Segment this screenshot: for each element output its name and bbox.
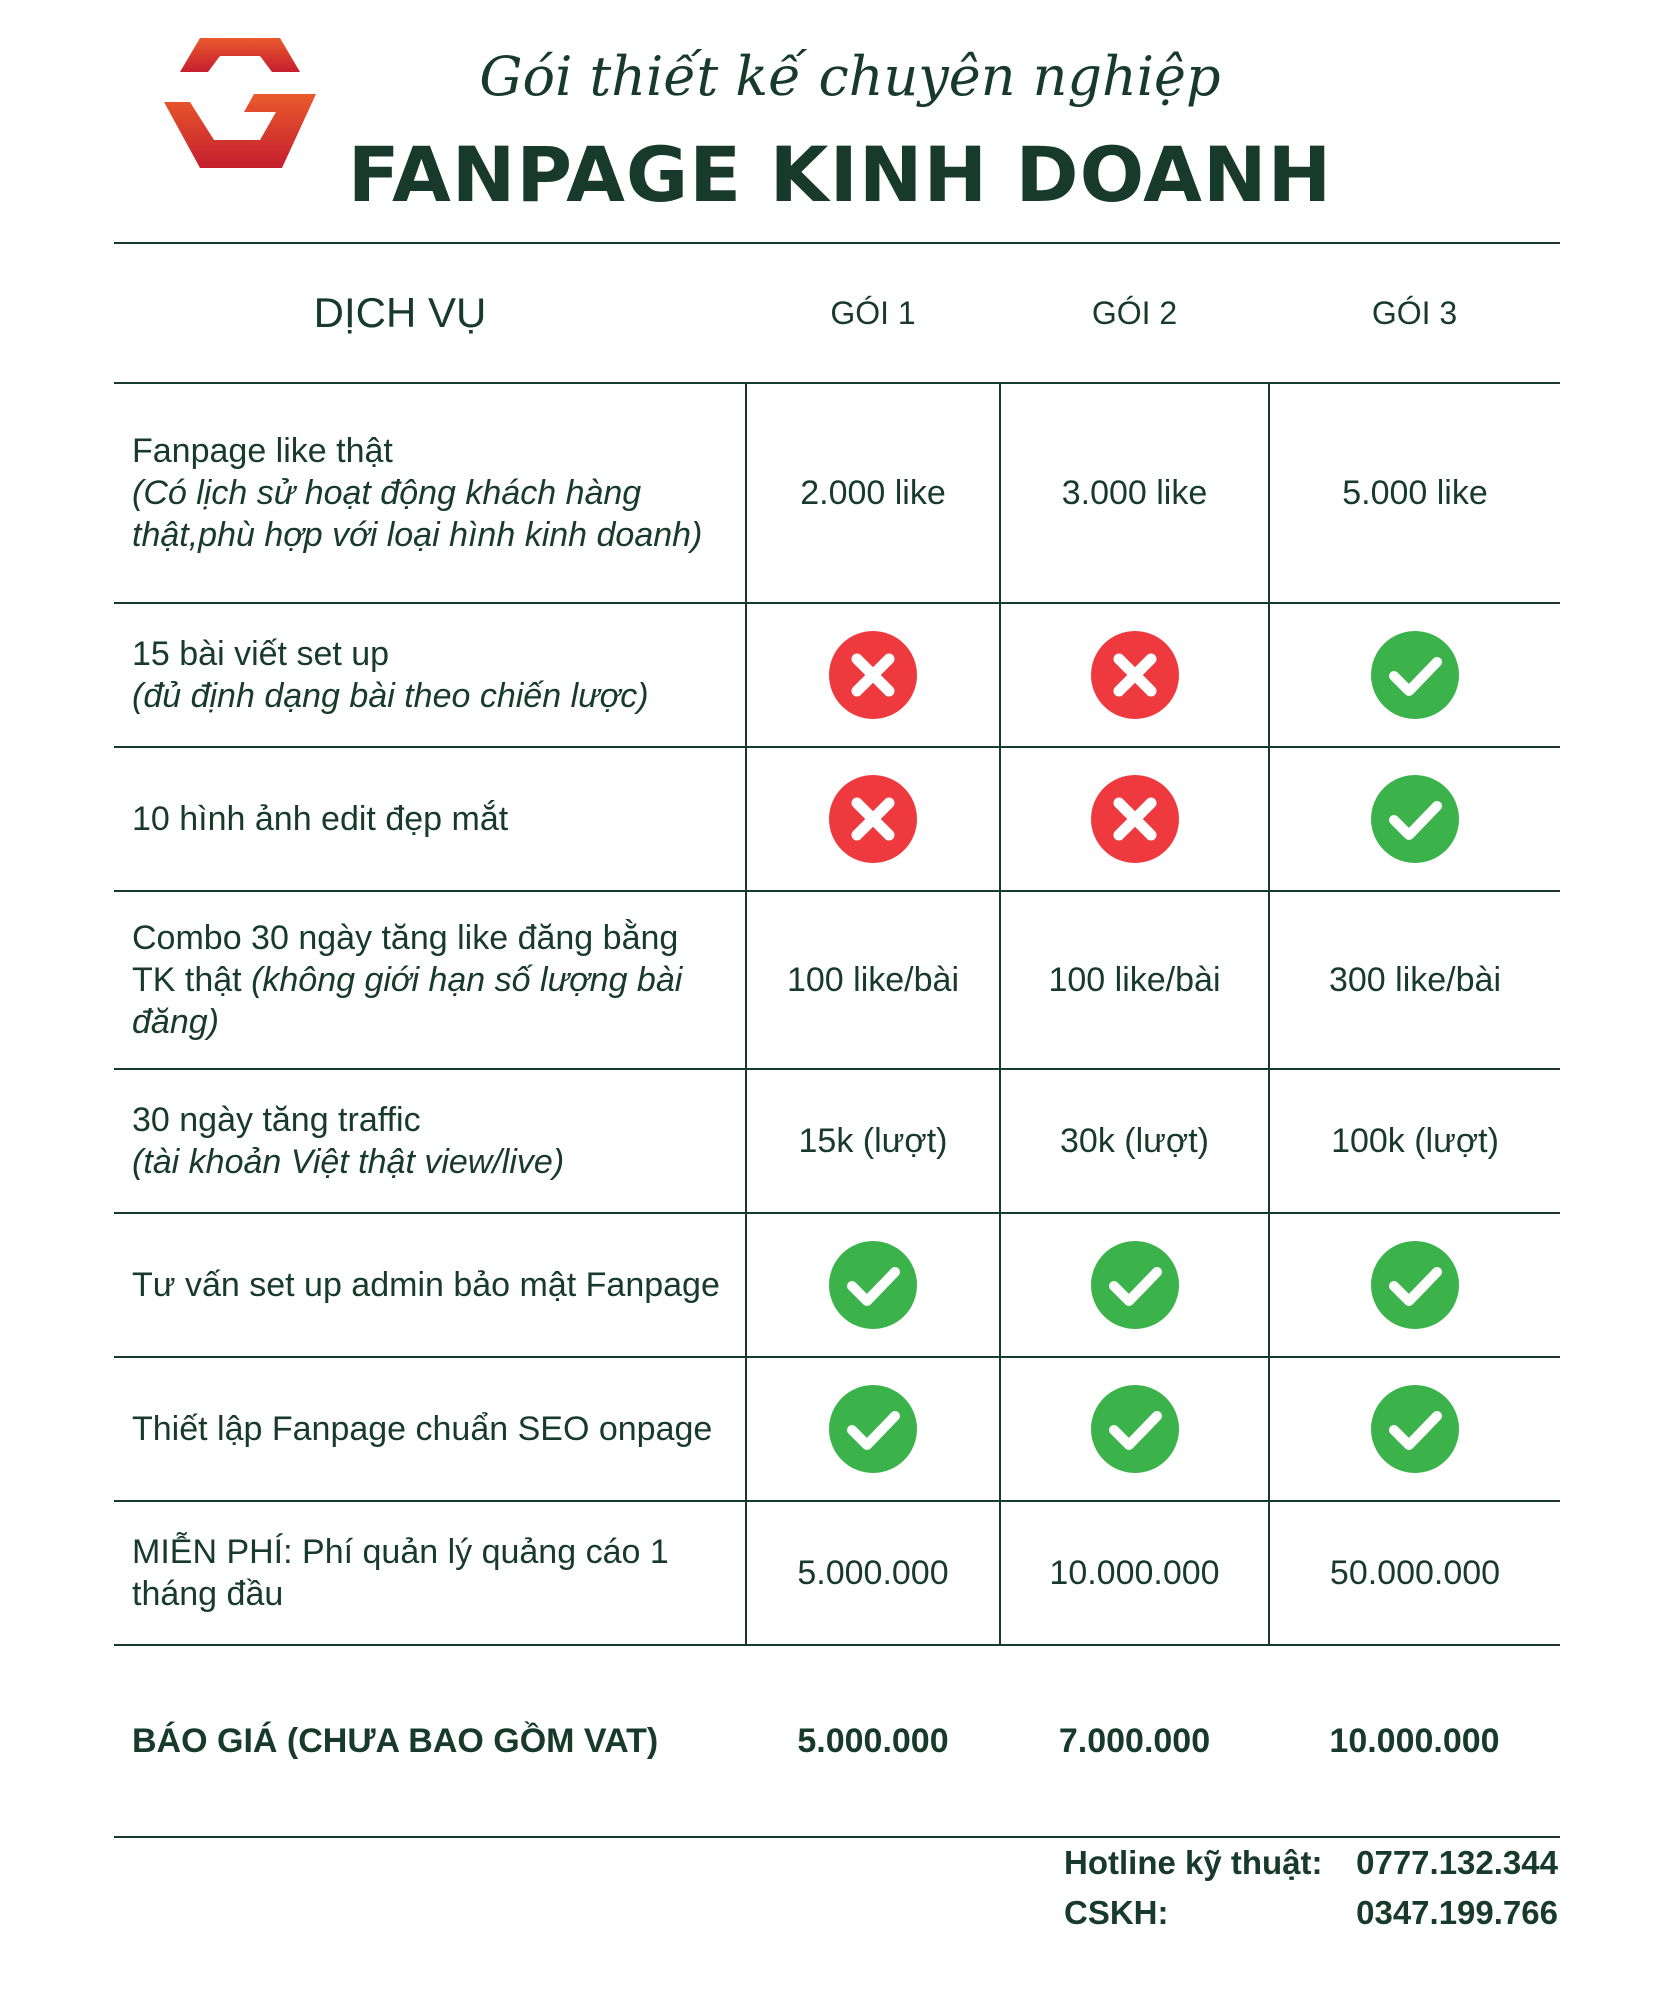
value-cell: [1269, 1357, 1560, 1501]
table-row: [114, 383, 1560, 603]
service-cell: [114, 747, 746, 891]
check-icon: [1371, 1241, 1459, 1329]
hotline-label: Hotline kỹ thuật:: [1064, 1844, 1323, 1881]
total-price-package-1: 5.000.000: [746, 1645, 1000, 1837]
value-cell: 100 like/bài: [746, 891, 1000, 1069]
service-cell: [114, 1501, 746, 1645]
table-row: [114, 1501, 1560, 1645]
table-row: [114, 1213, 1560, 1357]
value-cell: [1000, 747, 1269, 891]
hotline-number: 0777.132.344: [1356, 1844, 1558, 1881]
contact-info: [1064, 1838, 1558, 1938]
check-icon: [829, 1385, 917, 1473]
table-row: [114, 1069, 1560, 1213]
value-cell: 300 like/bài: [1269, 891, 1560, 1069]
cskh-label: CSKH:: [1064, 1894, 1169, 1931]
value-cell: [746, 747, 1000, 891]
value-cell: [1000, 603, 1269, 747]
value-cell: [746, 1357, 1000, 1501]
value-cell: [1269, 1213, 1560, 1357]
table-row: [114, 747, 1560, 891]
total-price-package-3: 10.000.000: [1269, 1645, 1560, 1837]
cross-icon: [829, 631, 917, 719]
service-name: MIỄN PHÍ: Phí quản lý quảng cáo 1 tháng đầu: [132, 1533, 669, 1613]
table-row: [114, 1357, 1560, 1501]
value-cell: 2.000 like: [746, 383, 1000, 603]
value-cell: 15k (lượt): [746, 1069, 1000, 1213]
value-cell: [746, 1213, 1000, 1357]
service-note: (Có lịch sử hoạt động khách hàng thật,phù hợp với loại hình kinh doanh): [132, 474, 703, 554]
service-name: Combo 30 ngày tăng like đăng bằng TK thật: [132, 919, 679, 999]
service-name: Thiết lập Fanpage chuẩn SEO onpage: [132, 1410, 713, 1448]
value-cell: 50.000.000: [1269, 1501, 1560, 1645]
total-row: [114, 1645, 1560, 1837]
header-service: DỊCH VỤ: [114, 243, 746, 383]
service-cell: [114, 1357, 746, 1501]
service-note: (tài khoản Việt thật view/live): [132, 1143, 565, 1181]
total-label: BÁO GIÁ (CHƯA BAO GỒM VAT): [114, 1645, 746, 1837]
value-cell: [1269, 603, 1560, 747]
table-row: [114, 891, 1560, 1069]
check-icon: [1371, 775, 1459, 863]
cskh-line: [1064, 1888, 1558, 1938]
total-price-package-2: 7.000.000: [1000, 1645, 1269, 1837]
service-cell: [114, 1069, 746, 1213]
value-cell: 10.000.000: [1000, 1501, 1269, 1645]
hotline-line: [1064, 1838, 1558, 1888]
check-icon: [1091, 1385, 1179, 1473]
table-header-row: [114, 243, 1560, 383]
value-cell: [746, 603, 1000, 747]
cross-icon: [1091, 631, 1179, 719]
value-cell: 30k (lượt): [1000, 1069, 1269, 1213]
service-cell: [114, 383, 746, 603]
service-name: 15 bài viết set up: [132, 635, 390, 673]
service-cell: [114, 603, 746, 747]
value-cell: 5.000 like: [1269, 383, 1560, 603]
page-subtitle: Gói thiết kế chuyên nghiệp: [479, 45, 1221, 108]
value-cell: [1000, 1213, 1269, 1357]
cskh-number: 0347.199.766: [1356, 1894, 1558, 1931]
cross-icon: [829, 775, 917, 863]
check-icon: [1091, 1241, 1179, 1329]
value-cell: 3.000 like: [1000, 383, 1269, 603]
pricing-table: [114, 242, 1560, 1838]
value-cell: 100 like/bài: [1000, 891, 1269, 1069]
value-cell: 5.000.000: [746, 1501, 1000, 1645]
cross-icon: [1091, 775, 1179, 863]
service-note: (đủ định dạng bài theo chiến lược): [132, 677, 649, 715]
service-cell: [114, 891, 746, 1069]
service-note: (không giới hạn số lượng bài đăng): [132, 961, 683, 1041]
page-title: FANPAGE KINH DOANH: [347, 130, 1333, 219]
check-icon: [1371, 631, 1459, 719]
service-name: Tư vấn set up admin bảo mật Fanpage: [132, 1266, 720, 1304]
check-icon: [829, 1241, 917, 1329]
value-cell: [1269, 747, 1560, 891]
service-cell: [114, 1213, 746, 1357]
service-name: 10 hình ảnh edit đẹp mắt: [132, 800, 509, 838]
check-icon: [1371, 1385, 1459, 1473]
service-name: Fanpage like thật: [132, 432, 393, 470]
header-package-2: GÓI 2: [1000, 243, 1269, 383]
header-package-3: GÓI 3: [1269, 243, 1560, 383]
value-cell: 100k (lượt): [1269, 1069, 1560, 1213]
table-row: [114, 603, 1560, 747]
header-package-1: GÓI 1: [746, 243, 1000, 383]
value-cell: [1000, 1357, 1269, 1501]
service-name: 30 ngày tăng traffic: [132, 1101, 421, 1139]
